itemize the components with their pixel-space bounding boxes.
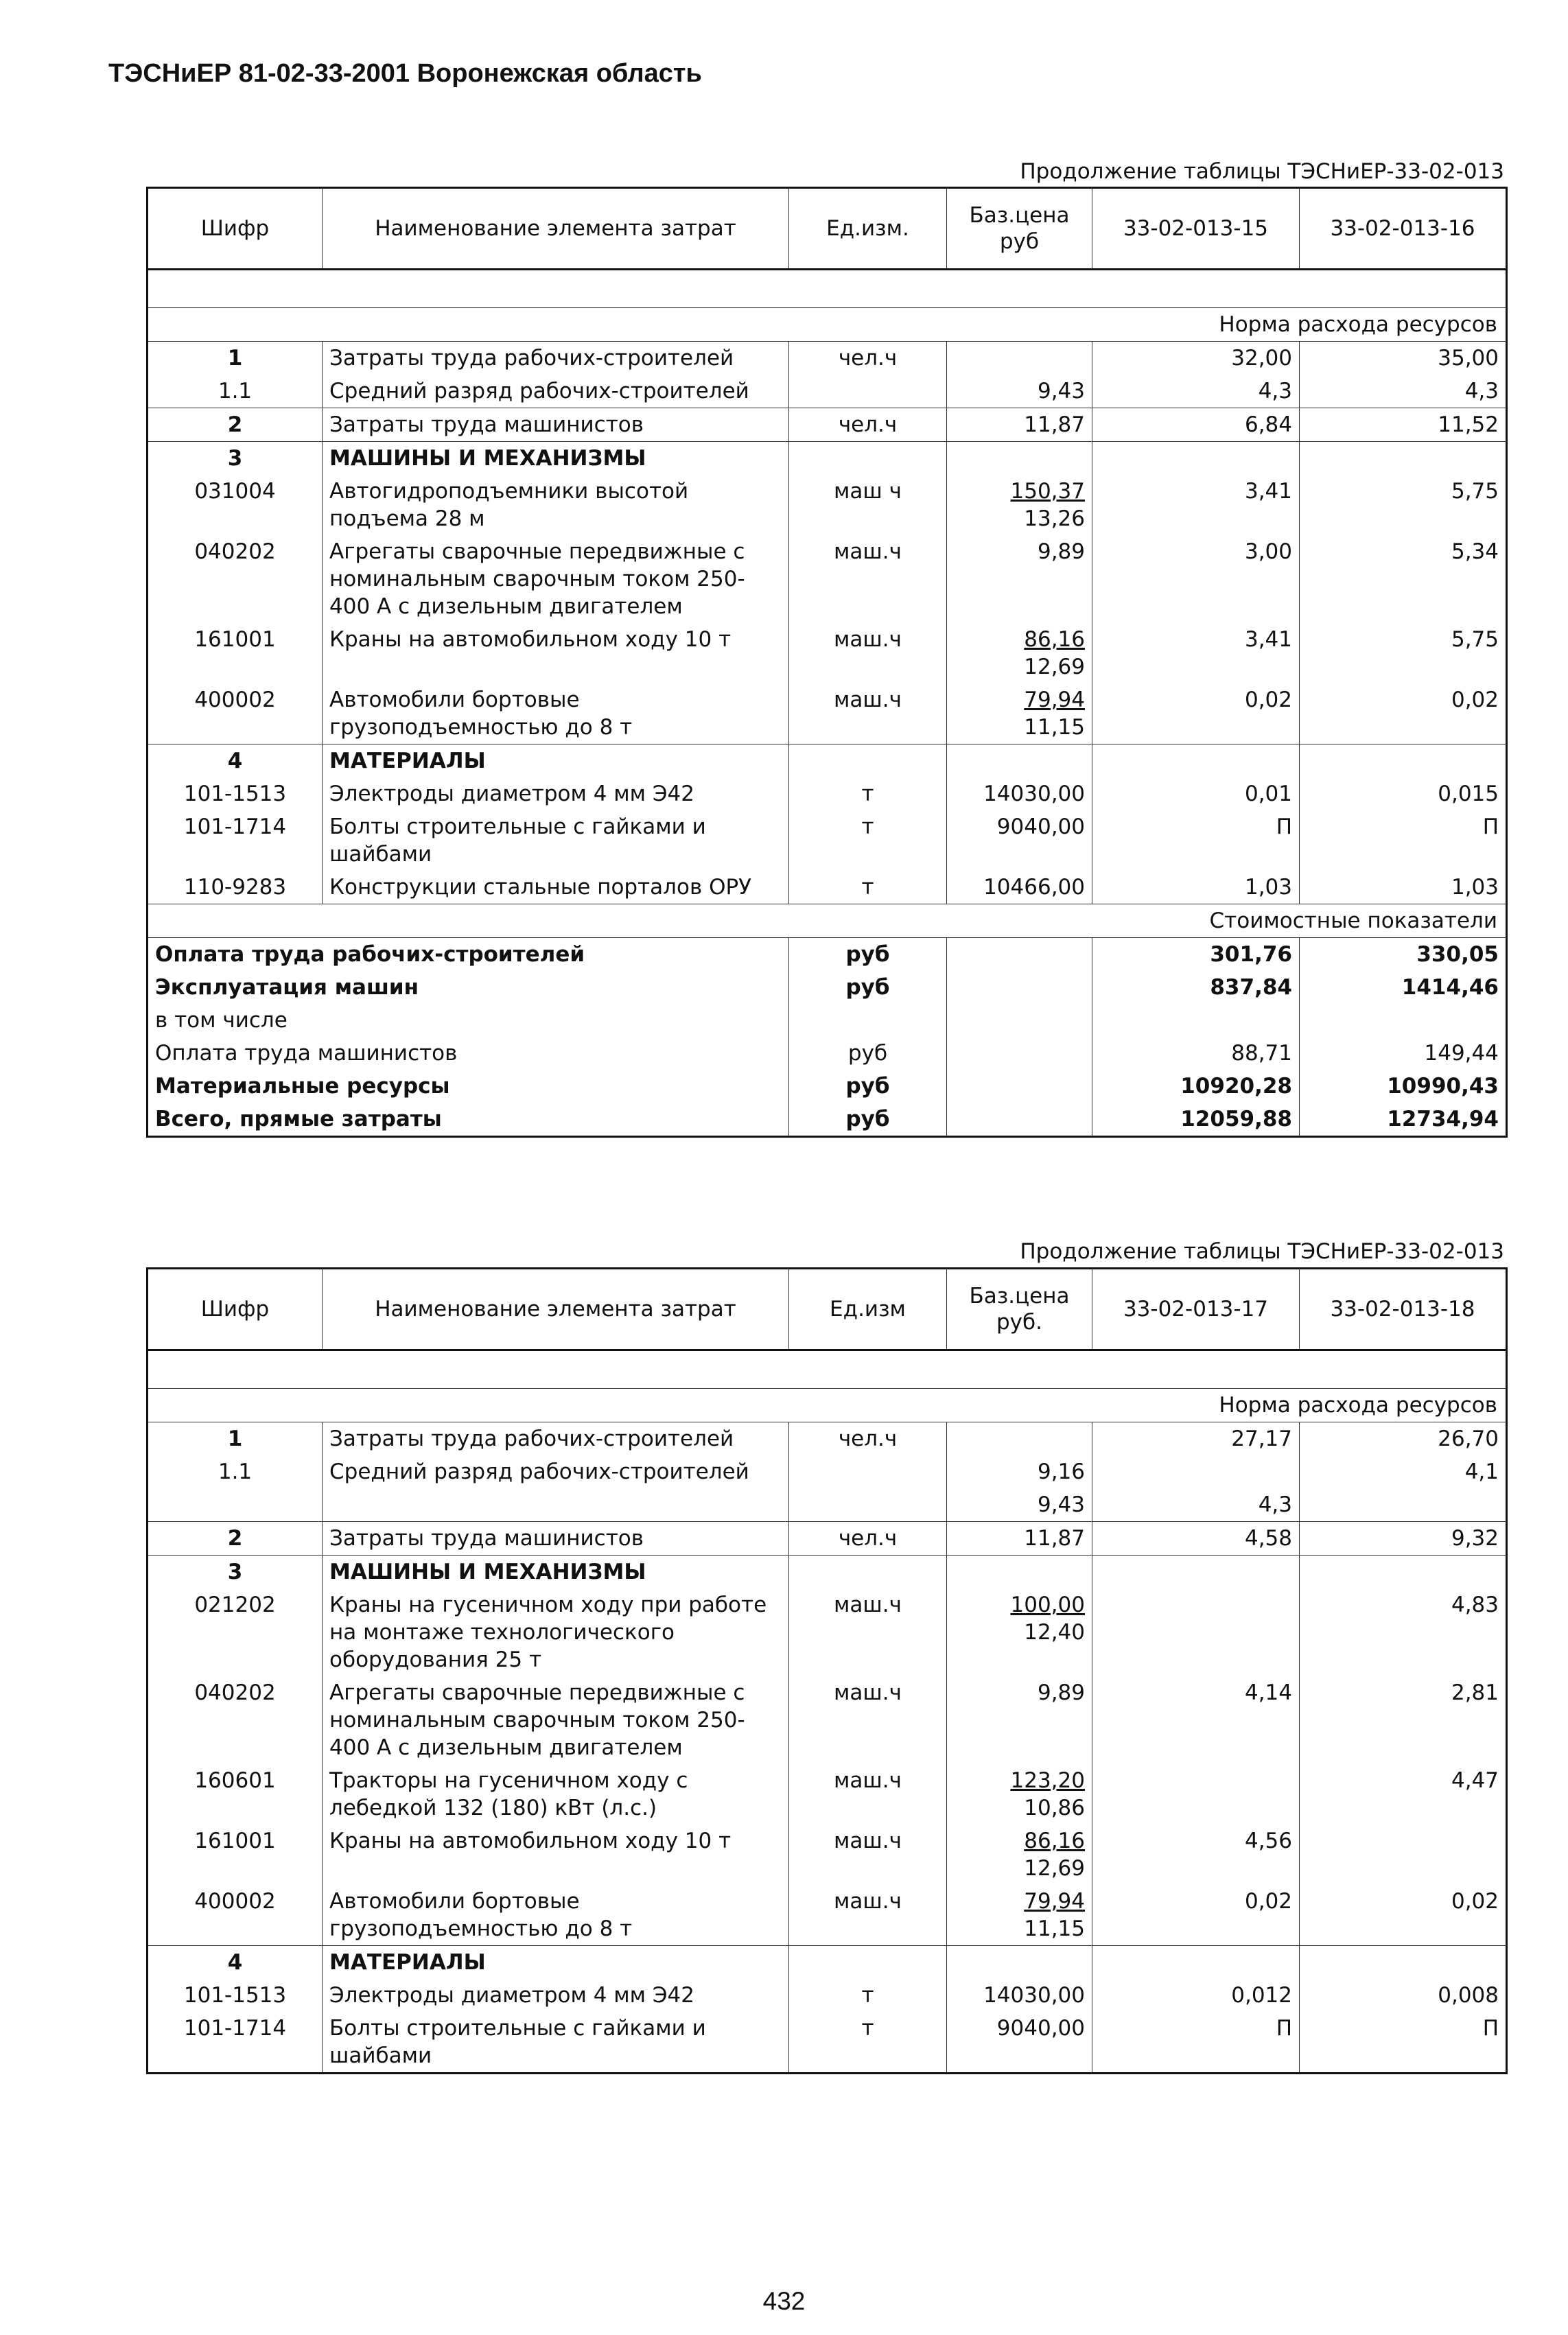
row-name: Затраты труда рабочих-строителей — [323, 342, 789, 375]
row-price — [947, 535, 1092, 623]
row-code: 4 — [148, 744, 323, 778]
row-code: 040202 — [148, 1676, 323, 1764]
table-row — [148, 623, 1507, 683]
row-price-value: 9,16 — [1037, 1459, 1085, 1484]
row-name — [323, 1488, 789, 1522]
table2-header-row — [148, 1269, 1507, 1350]
row-price-value: 79,94 — [1024, 688, 1085, 712]
table-row — [148, 2012, 1507, 2074]
row-code: 400002 — [148, 1885, 323, 1946]
table-row — [148, 1422, 1507, 1456]
row-value-b: 0,015 — [1300, 777, 1507, 810]
row-unit: маш.ч — [789, 1588, 947, 1676]
norm-label: Норма расхода ресурсов — [148, 1389, 1507, 1422]
row-price-value: 11,87 — [1024, 1526, 1085, 1551]
resource-table-1 — [146, 187, 1508, 1138]
row-value-a: 4,3 — [1092, 375, 1300, 408]
row-price — [947, 408, 1092, 442]
row-price-value: 9040,00 — [996, 814, 1085, 839]
row-name: Болты строительные с гайками и шайбами — [323, 2012, 789, 2074]
row-value-b — [1300, 744, 1507, 778]
row-value-b: 4,1 — [1300, 1455, 1507, 1488]
header-price — [947, 1269, 1092, 1350]
row-value-b: 11,52 — [1300, 408, 1507, 442]
table-row — [148, 777, 1507, 810]
cost-price-empty — [947, 938, 1092, 972]
row-unit: т — [789, 2012, 947, 2074]
row-value-a: П — [1092, 2012, 1300, 2074]
header-col-b: 33-02-013-16 — [1300, 188, 1507, 270]
header-unit: Ед.изм — [789, 1269, 947, 1350]
row-code: 2 — [148, 408, 323, 442]
row-price — [947, 1455, 1092, 1488]
row-value-a: 4,14 — [1092, 1676, 1300, 1764]
row-value-b: 9,32 — [1300, 1522, 1507, 1556]
row-price-value: 14030,00 — [983, 1983, 1085, 2008]
row-price-value: 9,89 — [1037, 1680, 1085, 1705]
row-price — [947, 1764, 1092, 1824]
header-name: Наименование элемента затрат — [323, 188, 789, 270]
cost-value-a: 88,71 — [1092, 1037, 1300, 1070]
table-row — [148, 1488, 1507, 1522]
row-name: МАШИНЫ И МЕХАНИЗМЫ — [323, 1556, 789, 1589]
row-price — [947, 1946, 1092, 1980]
row-price-value: 86,16 — [1024, 1829, 1085, 1853]
row-unit — [789, 442, 947, 476]
cost-row — [148, 938, 1507, 972]
row-unit: чел.ч — [789, 1422, 947, 1456]
cost-price-empty — [947, 1004, 1092, 1037]
row-value-b — [1300, 442, 1507, 476]
row-value-a: 4,3 — [1092, 1488, 1300, 1522]
row-unit: чел.ч — [789, 1522, 947, 1556]
row-value-a: 3,41 — [1092, 623, 1300, 683]
header-price-line2: руб. — [996, 1310, 1042, 1335]
row-unit — [789, 1946, 947, 1980]
table1-cost-band — [148, 904, 1507, 938]
row-price — [947, 683, 1092, 744]
cost-label-cell: в том числе — [148, 1004, 789, 1037]
cost-value-a: 10920,28 — [1092, 1070, 1300, 1103]
cost-value-a: 12059,88 — [1092, 1103, 1300, 1137]
row-name: Средний разряд рабочих-строителей — [323, 1455, 789, 1488]
table2-body — [148, 1422, 1507, 2074]
row-unit: т — [789, 777, 947, 810]
row-code — [148, 1488, 323, 1522]
row-name: Агрегаты сварочные передвижные с номинальным сварочным током 250-400 А с дизельным двигателем — [323, 535, 789, 623]
table-row — [148, 683, 1507, 744]
row-value-b — [1300, 1946, 1507, 1980]
row-code: 400002 — [148, 683, 323, 744]
table-row — [148, 744, 1507, 778]
row-name: Средний разряд рабочих-строителей — [323, 375, 789, 408]
row-price — [947, 1422, 1092, 1456]
cost-label: Стоимостные показатели — [148, 904, 1507, 938]
row-name: Затраты труда рабочих-строителей — [323, 1422, 789, 1456]
row-price — [947, 1556, 1092, 1589]
cost-price-empty — [947, 1070, 1092, 1103]
row-unit — [789, 744, 947, 778]
cost-unit — [789, 1004, 947, 1037]
table-row — [148, 375, 1507, 408]
row-name: Агрегаты сварочные передвижные с номинальным сварочным током 250-400 А с дизельным двигателем — [323, 1676, 789, 1764]
row-value-b: 5,75 — [1300, 475, 1507, 535]
table-row — [148, 1764, 1507, 1824]
cost-price-empty — [947, 1037, 1092, 1070]
cost-row — [148, 1070, 1507, 1103]
row-code: 040202 — [148, 535, 323, 623]
row-code: 2 — [148, 1522, 323, 1556]
row-name: Электроды диаметром 4 мм Э42 — [323, 777, 789, 810]
table2-spacer-row — [148, 1350, 1507, 1389]
row-price-secondary: 11,15 — [1024, 715, 1085, 740]
row-value-b: П — [1300, 2012, 1507, 2074]
row-code: 1.1 — [148, 1455, 323, 1488]
row-unit: маш.ч — [789, 683, 947, 744]
table-row — [148, 475, 1507, 535]
row-value-b: 1,03 — [1300, 871, 1507, 904]
row-unit: т — [789, 871, 947, 904]
row-unit — [789, 1556, 947, 1589]
row-unit: маш.ч — [789, 535, 947, 623]
cost-value-b: 10990,43 — [1300, 1070, 1507, 1103]
cost-row — [148, 1103, 1507, 1137]
row-value-a: 0,02 — [1092, 1885, 1300, 1946]
row-price — [947, 1824, 1092, 1885]
row-price-value: 14030,00 — [983, 782, 1085, 806]
row-unit: маш.ч — [789, 623, 947, 683]
table-row — [148, 1946, 1507, 1980]
row-name: МАТЕРИАЛЫ — [323, 1946, 789, 1980]
header-unit: Ед.изм. — [789, 188, 947, 270]
row-unit: маш.ч — [789, 1824, 947, 1885]
row-name: Болты строительные с гайками и шайбами — [323, 810, 789, 871]
row-price — [947, 475, 1092, 535]
header-code: Шифр — [148, 188, 323, 270]
row-name: Тракторы на гусеничном ходу с лебедкой 132 (180) кВт (л.с.) — [323, 1764, 789, 1824]
header-col-b: 33-02-013-18 — [1300, 1269, 1507, 1350]
row-name: Затраты труда машинистов — [323, 408, 789, 442]
row-price-value: 100,00 — [1010, 1593, 1085, 1617]
row-value-b: 5,75 — [1300, 623, 1507, 683]
row-price-value: 9,43 — [1037, 379, 1085, 403]
table-row — [148, 442, 1507, 476]
row-price — [947, 777, 1092, 810]
row-name: Краны на гусеничном ходу при работе на монтаже технологического оборудования 25 т — [323, 1588, 789, 1676]
row-value-a — [1092, 1946, 1300, 1980]
table1-norm-band — [148, 308, 1507, 342]
row-value-a: 4,56 — [1092, 1824, 1300, 1885]
row-value-b: 4,3 — [1300, 375, 1507, 408]
header-price — [947, 188, 1092, 270]
row-code: 4 — [148, 1946, 323, 1980]
row-price — [947, 1522, 1092, 1556]
row-price — [947, 442, 1092, 476]
table1-spacer-row — [148, 270, 1507, 308]
cost-label-cell: Материальные ресурсы — [148, 1070, 789, 1103]
row-code: 1.1 — [148, 375, 323, 408]
row-code: 101-1714 — [148, 810, 323, 871]
row-price — [947, 744, 1092, 778]
row-unit: чел.ч — [789, 408, 947, 442]
row-unit — [789, 375, 947, 408]
row-price-value: 9,89 — [1037, 539, 1085, 564]
row-code: 1 — [148, 342, 323, 375]
row-code: 3 — [148, 442, 323, 476]
row-name: Автомобили бортовые грузоподъемностью до 8 т — [323, 1885, 789, 1946]
row-price — [947, 1488, 1092, 1522]
row-price — [947, 1676, 1092, 1764]
cost-label-cell: Оплата труда машинистов — [148, 1037, 789, 1070]
row-unit: чел.ч — [789, 342, 947, 375]
row-price — [947, 1979, 1092, 2012]
row-price — [947, 1588, 1092, 1676]
row-price-value: 9,43 — [1037, 1492, 1085, 1517]
row-code: 1 — [148, 1422, 323, 1456]
cost-value-b: 12734,94 — [1300, 1103, 1507, 1137]
table1-continuation-label: Продолжение таблицы ТЭСНиЕР-33-02-013 — [1020, 159, 1504, 184]
row-price-secondary: 12,40 — [1024, 1620, 1085, 1645]
cost-value-b: 1414,46 — [1300, 971, 1507, 1004]
table-row — [148, 810, 1507, 871]
row-value-a — [1092, 442, 1300, 476]
cost-price-empty — [947, 971, 1092, 1004]
row-price-value: 79,94 — [1024, 1889, 1085, 1914]
header-col-a: 33-02-013-15 — [1092, 188, 1300, 270]
row-unit: маш.ч — [789, 1764, 947, 1824]
cost-value-b: 149,44 — [1300, 1037, 1507, 1070]
row-value-a — [1092, 1764, 1300, 1824]
cost-unit: руб — [789, 938, 947, 972]
table-row — [148, 1676, 1507, 1764]
row-price — [947, 375, 1092, 408]
row-code: 021202 — [148, 1588, 323, 1676]
table-row — [148, 342, 1507, 375]
row-unit: т — [789, 1979, 947, 2012]
header-price-line1: Баз.цена — [969, 203, 1070, 228]
table2-norm-band — [148, 1389, 1507, 1422]
row-value-b: 0,02 — [1300, 1885, 1507, 1946]
cost-unit: руб — [789, 1070, 947, 1103]
header-name: Наименование элемента затрат — [323, 1269, 789, 1350]
table1-header-row — [148, 188, 1507, 270]
row-value-a: 32,00 — [1092, 342, 1300, 375]
row-code: 110-9283 — [148, 871, 323, 904]
cost-row — [148, 1004, 1507, 1037]
row-code: 031004 — [148, 475, 323, 535]
cost-label-cell: Всего, прямые затраты — [148, 1103, 789, 1137]
row-price-secondary: 13,26 — [1024, 506, 1085, 531]
row-value-a: П — [1092, 810, 1300, 871]
row-price-value: 9040,00 — [996, 2016, 1085, 2041]
row-price-value: 123,20 — [1010, 1768, 1085, 1793]
row-value-b — [1300, 1488, 1507, 1522]
row-code: 101-1714 — [148, 2012, 323, 2074]
row-name: МАТЕРИАЛЫ — [323, 744, 789, 778]
table-row — [148, 1824, 1507, 1885]
row-name: Краны на автомобильном ходу 10 т — [323, 623, 789, 683]
row-code: 160601 — [148, 1764, 323, 1824]
norm-label: Норма расхода ресурсов — [148, 308, 1507, 342]
row-price — [947, 342, 1092, 375]
table-row — [148, 1522, 1507, 1556]
row-price-value: 86,16 — [1024, 627, 1085, 652]
cost-price-empty — [947, 1103, 1092, 1137]
cost-unit: руб — [789, 1037, 947, 1070]
cost-label-cell: Эксплуатация машин — [148, 971, 789, 1004]
cost-label-cell: Оплата труда рабочих-строителей — [148, 938, 789, 972]
row-value-a — [1092, 1588, 1300, 1676]
table-row — [148, 1979, 1507, 2012]
row-value-b: П — [1300, 810, 1507, 871]
row-unit: маш ч — [789, 475, 947, 535]
cost-row — [148, 971, 1507, 1004]
row-unit: маш.ч — [789, 1676, 947, 1764]
row-value-a: 3,41 — [1092, 475, 1300, 535]
row-unit: т — [789, 810, 947, 871]
table2-continuation-label: Продолжение таблицы ТЭСНиЕР-33-02-013 — [1020, 1239, 1504, 1264]
row-name: Краны на автомобильном ходу 10 т — [323, 1824, 789, 1885]
row-value-b: 26,70 — [1300, 1422, 1507, 1456]
row-code: 101-1513 — [148, 1979, 323, 2012]
cost-unit: руб — [789, 971, 947, 1004]
cost-value-a — [1092, 1004, 1300, 1037]
row-value-a: 0,02 — [1092, 683, 1300, 744]
row-value-a: 4,58 — [1092, 1522, 1300, 1556]
row-value-a: 27,17 — [1092, 1422, 1300, 1456]
row-price-secondary: 10,86 — [1024, 1796, 1085, 1820]
cost-value-b — [1300, 1004, 1507, 1037]
row-price — [947, 871, 1092, 904]
row-price — [947, 623, 1092, 683]
header-col-a: 33-02-013-17 — [1092, 1269, 1300, 1350]
table-row — [148, 1455, 1507, 1488]
row-price-secondary: 12,69 — [1024, 1856, 1085, 1881]
row-unit: маш.ч — [789, 1885, 947, 1946]
row-value-a — [1092, 1455, 1300, 1488]
row-value-b: 4,83 — [1300, 1588, 1507, 1676]
table-row — [148, 1556, 1507, 1589]
row-value-b: 0,02 — [1300, 683, 1507, 744]
table1-body — [148, 342, 1507, 904]
header-price-line2: руб — [999, 229, 1040, 254]
row-value-b — [1300, 1824, 1507, 1885]
table1-costs — [148, 938, 1507, 1137]
row-value-b: 0,008 — [1300, 1979, 1507, 2012]
row-name: Автогидроподъемники высотой подъема 28 м — [323, 475, 789, 535]
cost-row — [148, 1037, 1507, 1070]
row-value-b: 2,81 — [1300, 1676, 1507, 1764]
row-price-value: 150,37 — [1010, 479, 1085, 504]
row-name: МАШИНЫ И МЕХАНИЗМЫ — [323, 442, 789, 476]
row-price-secondary: 12,69 — [1024, 655, 1085, 679]
cost-unit: руб — [789, 1103, 947, 1137]
row-name: Автомобили бортовые грузоподъемностью до 8 т — [323, 683, 789, 744]
header-code: Шифр — [148, 1269, 323, 1350]
row-value-b: 35,00 — [1300, 342, 1507, 375]
document-title: ТЭСНиЕР 81-02-33-2001 Воронежская область — [108, 59, 702, 88]
row-value-a — [1092, 1556, 1300, 1589]
row-code: 3 — [148, 1556, 323, 1589]
row-value-a — [1092, 744, 1300, 778]
row-unit — [789, 1488, 947, 1522]
row-value-a: 3,00 — [1092, 535, 1300, 623]
row-value-a: 1,03 — [1092, 871, 1300, 904]
row-value-b: 4,47 — [1300, 1764, 1507, 1824]
row-value-a: 0,012 — [1092, 1979, 1300, 2012]
row-value-b: 5,34 — [1300, 535, 1507, 623]
row-value-a: 0,01 — [1092, 777, 1300, 810]
row-value-b — [1300, 1556, 1507, 1589]
table-row — [148, 408, 1507, 442]
row-price-value: 11,87 — [1024, 412, 1085, 437]
row-price — [947, 810, 1092, 871]
page-number: 432 — [762, 2287, 806, 2315]
cost-value-a: 301,76 — [1092, 938, 1300, 972]
table-row — [148, 1588, 1507, 1676]
row-name: Конструкции стальные порталов ОРУ — [323, 871, 789, 904]
table-row — [148, 535, 1507, 623]
table-row — [148, 871, 1507, 904]
row-price — [947, 2012, 1092, 2074]
row-name: Электроды диаметром 4 мм Э42 — [323, 1979, 789, 2012]
resource-table-2 — [146, 1267, 1508, 2074]
row-price-secondary: 11,15 — [1024, 1916, 1085, 1941]
header-price-line1: Баз.цена — [969, 1284, 1070, 1309]
cost-value-a: 837,84 — [1092, 971, 1300, 1004]
row-unit — [789, 1455, 947, 1488]
row-name: Затраты труда машинистов — [323, 1522, 789, 1556]
row-value-a: 6,84 — [1092, 408, 1300, 442]
row-code: 101-1513 — [148, 777, 323, 810]
cost-value-b: 330,05 — [1300, 938, 1507, 972]
table-row — [148, 1885, 1507, 1946]
row-price — [947, 1885, 1092, 1946]
row-code: 161001 — [148, 623, 323, 683]
row-price-value: 10466,00 — [983, 875, 1085, 900]
row-code: 161001 — [148, 1824, 323, 1885]
